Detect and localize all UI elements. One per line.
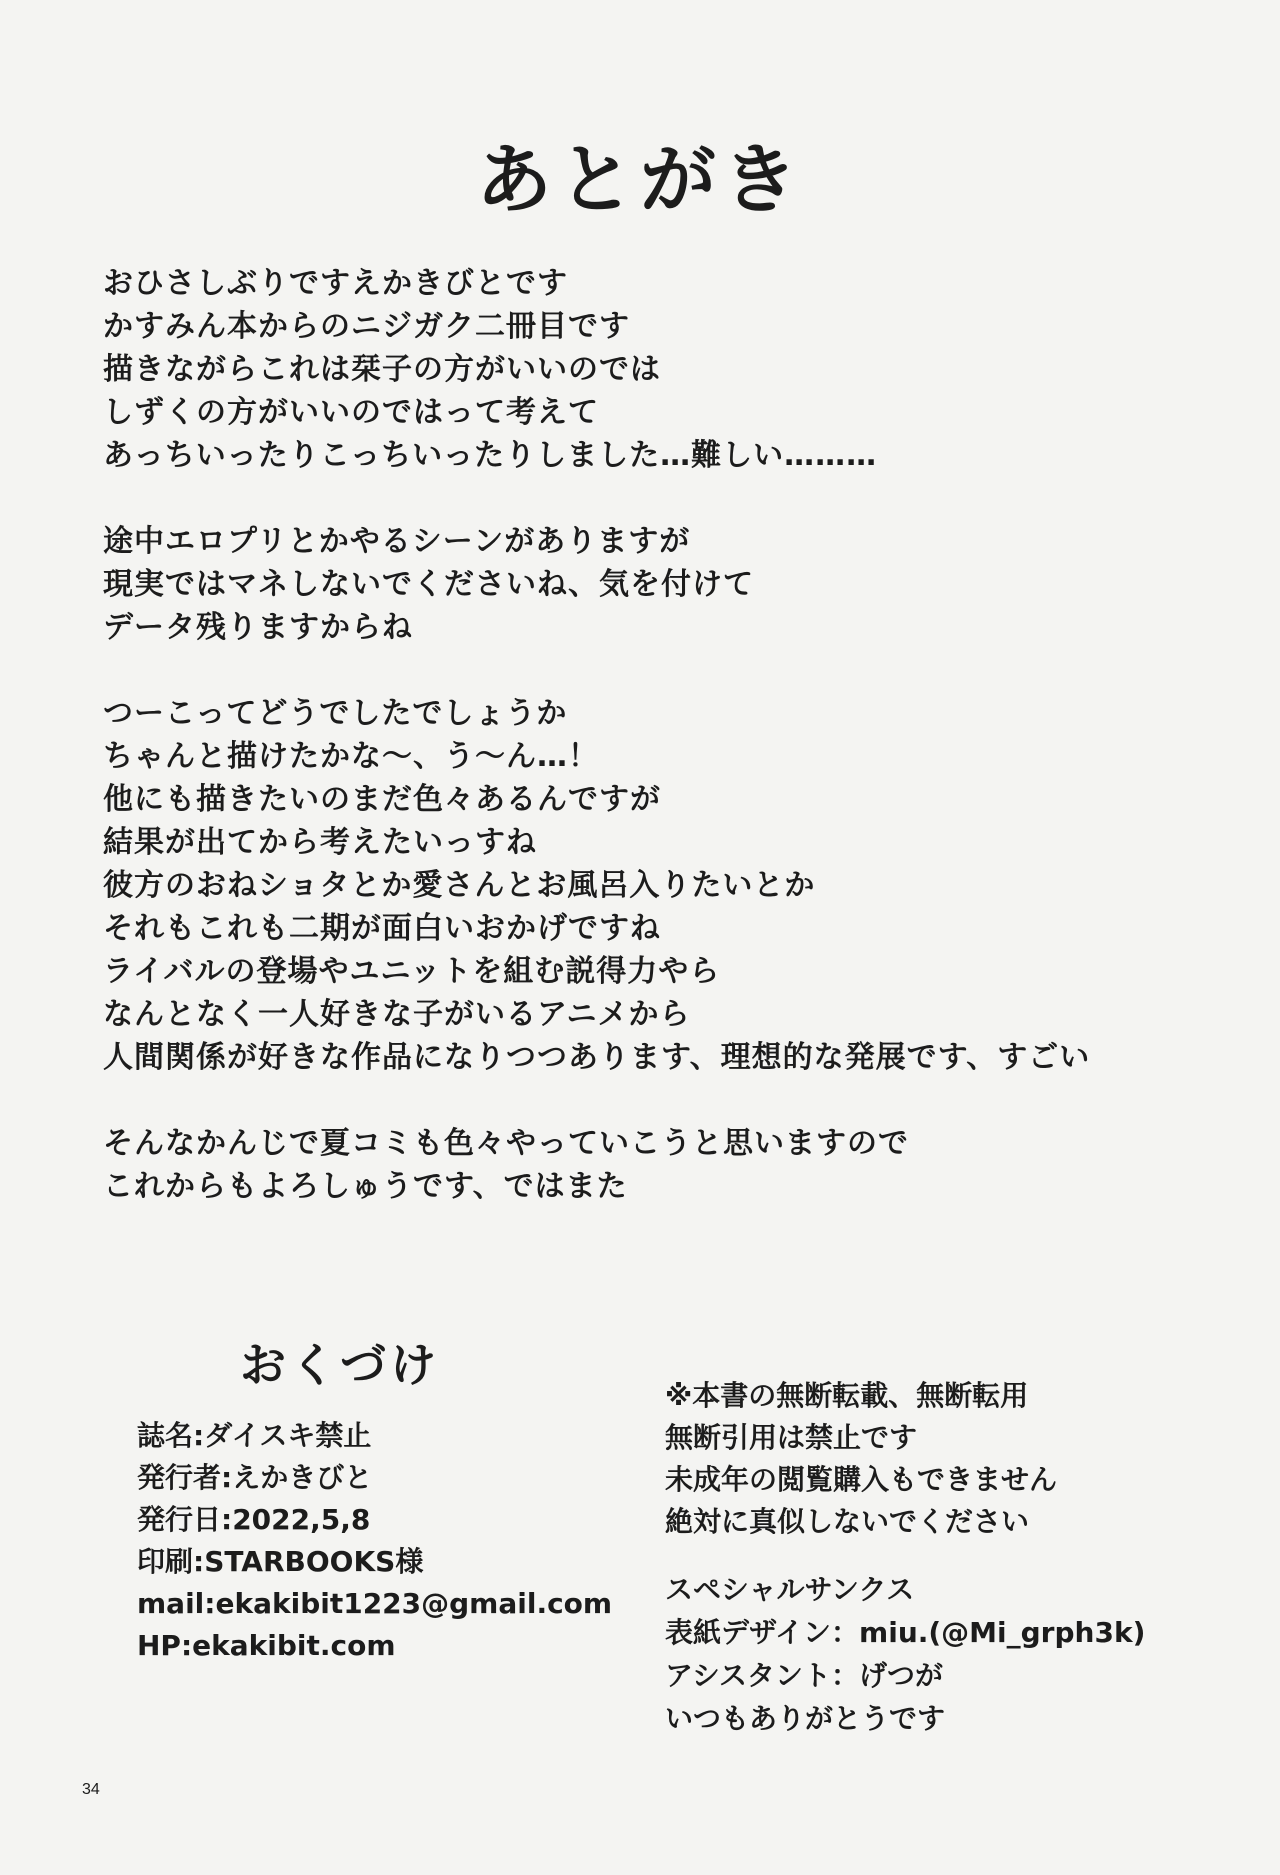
afterword-line: 人間関係が好きな作品になりつつあります、理想的な発展です、すごい <box>103 1040 1091 1075</box>
special-thanks <box>665 1568 1145 1740</box>
afterword-line: ちゃんと描けたかな〜、う〜ん…！ <box>103 739 599 774</box>
afterword-title: あとがき <box>476 135 804 224</box>
thanks-cover-design: 表紙デザイン：miu.(@Mi_grph3k) <box>665 1616 1146 1649</box>
colophon-item-printer: 印刷:STARBOOKS様 <box>137 1545 424 1578</box>
colophon-list <box>137 1415 612 1667</box>
colophon-item-date: 発行日:2022,5,8 <box>137 1503 371 1536</box>
notice-line: ※本書の無断転載、無断転用 <box>665 1379 1029 1412</box>
afterword-line: 現実ではマネしないでくださいね、気を付けて <box>103 567 754 602</box>
afterword-line: 彼方のおねショタとか愛さんとお風呂入りたいとか <box>103 868 816 903</box>
afterword-line: 他にも描きたいのまだ色々あるんですが <box>103 782 661 817</box>
notice-line: 無断引用は禁止です <box>665 1421 918 1454</box>
colophon-title: おくづけ <box>240 1338 440 1392</box>
copyright-notice <box>665 1375 1057 1543</box>
special-thanks-heading: スペシャルサンクス <box>665 1573 915 1606</box>
colophon-item-mail: mail:ekakibit1223@gmail.com <box>137 1587 613 1620</box>
afterword-line: 途中エロプリとかやるシーンがありますが <box>103 524 691 559</box>
colophon-item-publisher: 発行者:えかきびと <box>137 1461 373 1494</box>
afterword-line: そんなかんじで夏コミも色々やっていこうと思いますので <box>103 1126 909 1161</box>
thanks-assistant: アシスタント：げつが <box>665 1659 944 1692</box>
afterword-line: なんとなく一人好きな子がいるアニメから <box>103 997 691 1032</box>
afterword-paragraph <box>103 262 1203 477</box>
afterword-line: ライバルの登場やユニットを組む説得力やら <box>103 954 721 989</box>
afterword-line: データ残りますからね <box>103 610 413 645</box>
colophon-item-title: 誌名:ダイスキ禁止 <box>137 1419 372 1452</box>
afterword-paragraph <box>103 692 1203 1079</box>
afterword-line: おひさしぶりですえかきびとです <box>103 266 568 301</box>
afterword-line: これからもよろしゅうです、ではまた <box>103 1169 628 1204</box>
afterword-paragraph <box>103 1122 1203 1208</box>
page-number: 34 <box>82 1781 100 1798</box>
afterword-line: それもこれも二期が面白いおかげですね <box>103 911 661 946</box>
afterword-line: 結果が出てから考えたいっすね <box>103 825 537 860</box>
thanks-closing: いつもありがとうです <box>665 1702 946 1735</box>
afterword-line: あっちいったりこっちいったりしました…難しい……… <box>103 438 878 473</box>
notice-line: 未成年の閲覧購入もできません <box>665 1463 1058 1496</box>
colophon-item-homepage: HP:ekakibit.com <box>137 1629 396 1662</box>
afterword-paragraph <box>103 520 1203 649</box>
afterword-line: つーこってどうでしたでしょうか <box>103 696 568 731</box>
notice-line: 絶対に真似しないでください <box>665 1505 1030 1538</box>
afterword-body <box>103 262 1203 1251</box>
afterword-line: 描きながらこれは栞子の方がいいのでは <box>103 352 661 387</box>
afterword-line: かすみん本からのニジガク二冊目です <box>103 309 630 344</box>
afterword-line: しずくの方がいいのではって考えて <box>103 395 599 430</box>
